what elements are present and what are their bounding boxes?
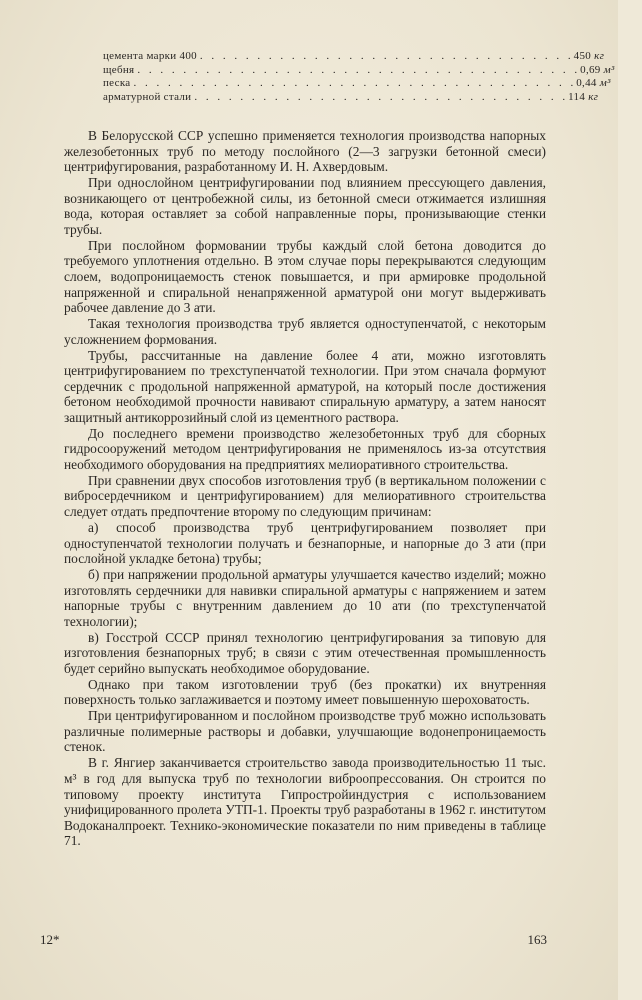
paragraph: При сравнении двух способов изготовления труб (в вертикальном положении с вибросердечником и центрифугированием) для мелиоративного строительства следует отдать предпочтение второму по следующим причинам:: [64, 472, 546, 520]
signature-mark: 12*: [40, 932, 60, 947]
materials-row: [103, 90, 599, 105]
paragraph: Такая технология производства труб является одноступенчатой, с некоторым усложнением формования.: [64, 316, 546, 347]
paragraph: При послойном формовании трубы каждый слой бетона доводится до требуемого уплотнения отдельно. В этом случае поры перекрываются следующим слоем, водопроницаемость стенок повышается, и при армировке продольной напряженной и спиральной ненапряженной арматурой они могут выдерживать рабочее давление до 3 ати.: [64, 237, 546, 316]
paragraph: Однако при таком изготовлении труб (без прокатки) их внутренняя поверхность только заглаживается и поэтому имеет повышенную шероховатость.: [64, 676, 546, 708]
material-name: щебня: [103, 63, 135, 76]
material-value: 0,44 м³: [576, 77, 611, 89]
paragraph: Трубы, рассчитанные на давление более 4 ати, можно изготовлять центрифугированием по трехступенчатой технологии. При этом сначала формуют сердечник с продольной напряженной арматурой, на который после достижения бетоном необходимой прочности навивают спиральную арматуру, а затем наносят защитный антикоррозийный слой из цементного раствора.: [64, 347, 546, 425]
material-value: 450 кг: [573, 50, 605, 62]
paragraph: В г. Янгиер заканчивается строительство завода производительностью 11 тыс. м³ в год для выпуска труб по технологии виброопрессования. Он строится по типовому проекту института Гипростройиндустрия с использованием унифицированного пролета УТП-1. Проекты труб разработаны в 1962 г. институтом Водоканалпроект. Технико-экономические показатели по ним приведены в таблице 71.: [64, 755, 546, 849]
body-text: [64, 128, 546, 849]
page-number: 163: [527, 932, 547, 947]
list-item: а) способ производства труб центрифугированием позволяет при одноступенчатой технологии получать и безнапорные, и напорные до 3 ати (при послойной укладке бетона) трубы;: [64, 519, 546, 567]
list-item: в) Госстрой СССР принял технологию центрифугирования за типовую для изготовления безнапорных труб; в связи с этим отечественная промышленность будет серийно выпускать необходимое оборудование.: [64, 629, 546, 676]
material-name: песка: [103, 77, 131, 89]
material-name: цемента марки 400: [103, 50, 197, 62]
list-item: б) при напряжении продольной арматуры улучшается качество изделий; можно изготовлять сердечники для навивки спиральной арматуры с напряжением и затем напорные трубы с внутренним давлением до 10 ати (по трехступенчатой технологии);: [64, 567, 546, 629]
material-value: 114 кг: [568, 90, 599, 103]
leader-dots: . . . . . . . . . . . . . . . . . . . . . . . . . . . . . . . . . . . . . . .: [133, 77, 577, 89]
paragraph: При центрифугированном и послойном производстве труб можно использовать различные полимерные растворы и добавки, улучшающие водонепроницаемость стенок.: [64, 708, 546, 755]
leader-dots: . . . . . . . . . . . . . . . . . . . . . . . . . . . . . . . . .: [194, 90, 569, 103]
materials-list: [103, 50, 615, 104]
materials-row: [103, 77, 611, 91]
leader-dots: . . . . . . . . . . . . . . . . . . . . . . . . . . . . . . . . .: [199, 50, 574, 62]
paragraph: До последнего времени производство железобетонных труб для сборных гидросооружений методом центрифугирования не применялось из-за отсутствия необходимого оборудования на предприятиях мелиоративного строительства.: [64, 425, 546, 472]
materials-row: [103, 50, 605, 64]
material-value: 0,69 м³: [580, 63, 615, 76]
materials-row: [103, 63, 615, 78]
material-name: арматурной стали: [103, 90, 192, 103]
leader-dots: . . . . . . . . . . . . . . . . . . . . . . . . . . . . . . . . . . . . . . .: [137, 63, 581, 76]
page-footer: [40, 932, 547, 948]
paragraph: В Белорусской ССР успешно применяется технология производства напорных железобетонных труб по методу послойного (2—3 загрузки бетонной смеси) центрифугирования, разработанному И. Н. Ахвердовым.: [64, 128, 546, 175]
paragraph: При однослойном центрифугировании под влиянием прессующего давления, возникающего от центробежной силы, из бетонной смеси отжимается излишняя вода, которая оставляет за собой направленные поры, пронизывающие стенки трубы.: [64, 175, 546, 237]
